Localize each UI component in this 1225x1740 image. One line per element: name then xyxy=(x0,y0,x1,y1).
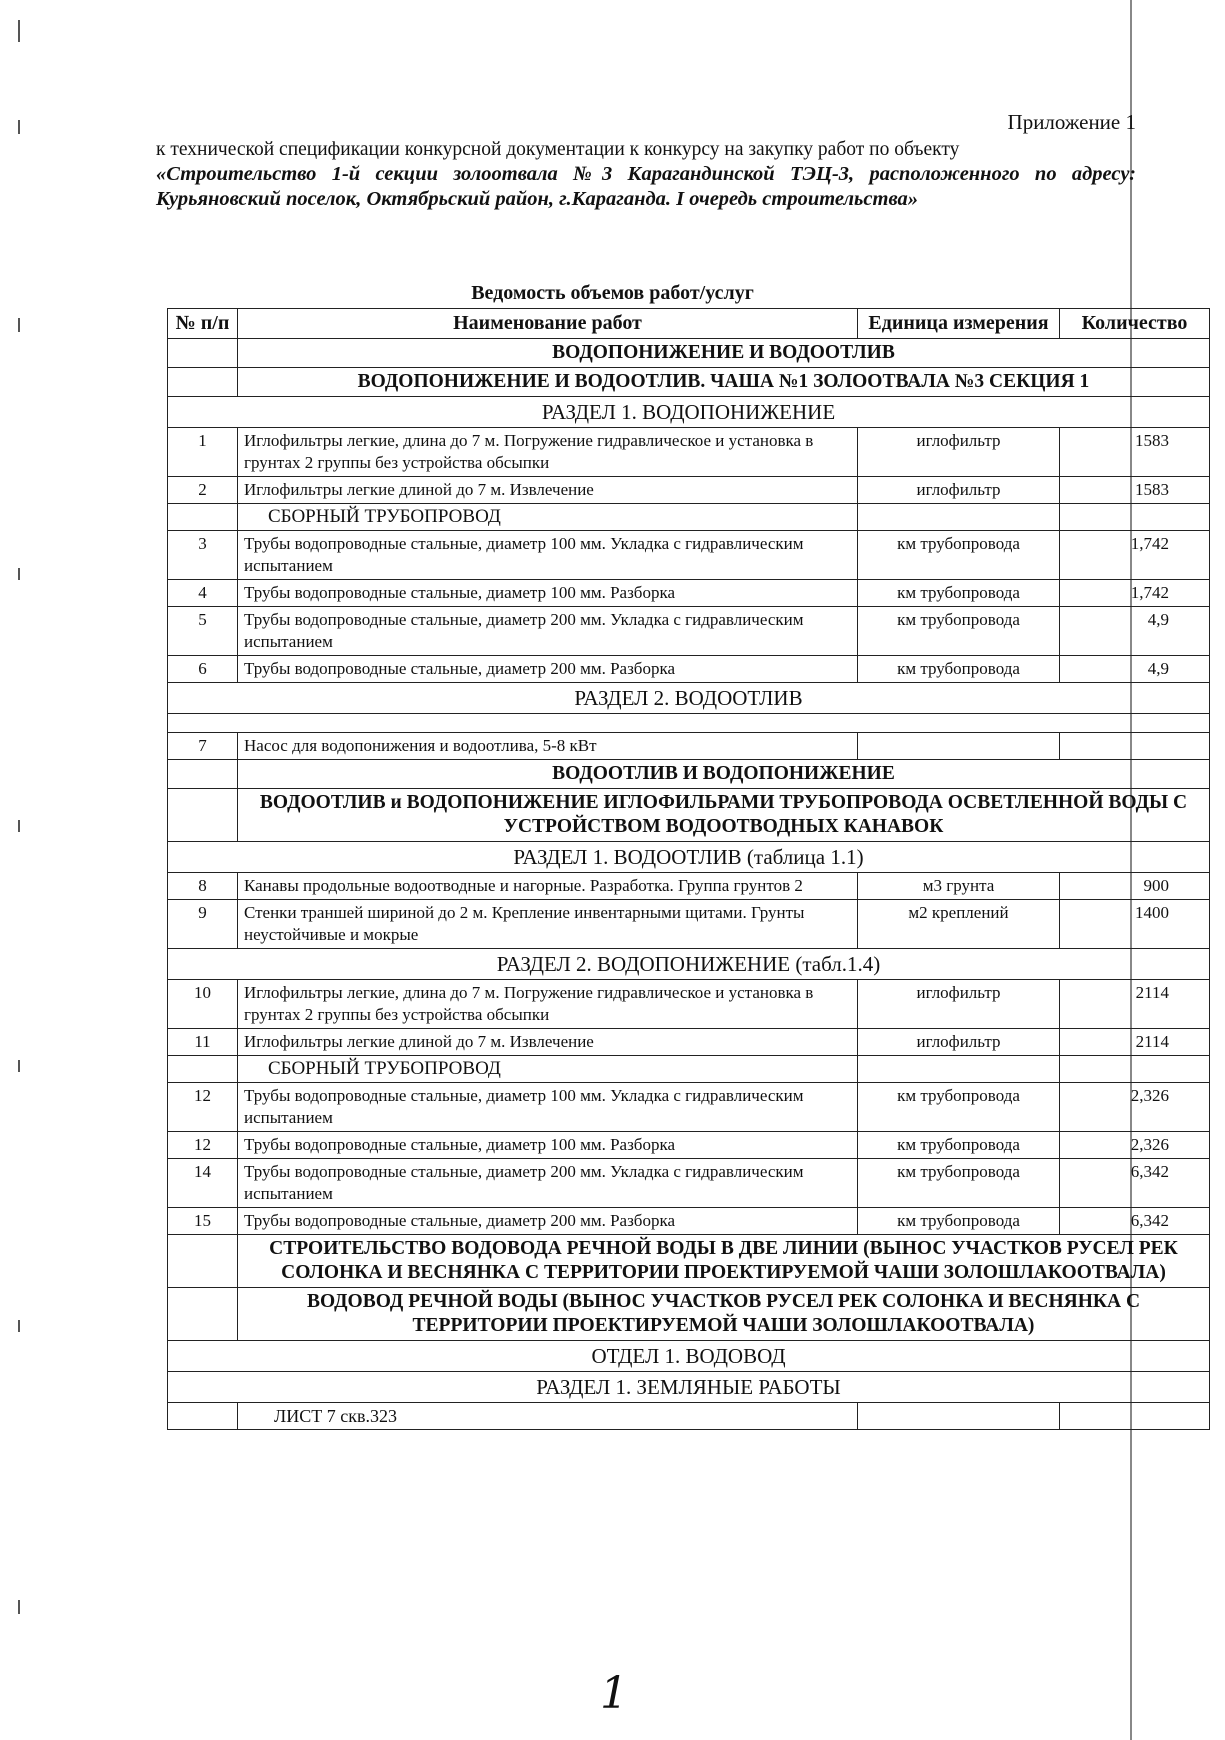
subheading: СБОРНЫЙ ТРУБОПРОВОД xyxy=(238,504,858,531)
section-row xyxy=(168,1341,1210,1372)
group-row xyxy=(168,789,1210,842)
binding-mark xyxy=(18,820,20,832)
row-qty: 1,742 xyxy=(1060,531,1210,580)
row-unit: км трубопровода xyxy=(858,607,1060,656)
binding-mark xyxy=(18,1600,20,1614)
row-qty: 4,9 xyxy=(1060,607,1210,656)
group-title: СТРОИТЕЛЬСТВО ВОДОВОДА РЕЧНОЙ ВОДЫ В ДВЕ ЛИНИИ (ВЫНОС УЧАСТКОВ РУСЕЛ РЕК СОЛОНКА И ВЕСНЯНКА С ТЕРРИТОРИИ ПРОЕКТИРУЕМОЙ ЧАШИ ЗОЛОШЛАКООТВАЛА) xyxy=(238,1235,1210,1288)
row-qty: 2,326 xyxy=(1060,1132,1210,1159)
row-unit: км трубопровода xyxy=(858,656,1060,683)
group-title: ВОДОВОД РЕЧНОЙ ВОДЫ (ВЫНОС УЧАСТКОВ РУСЕЛ РЕК СОЛОНКА И ВЕСНЯНКА С ТЕРРИТОРИИ ПРОЕКТИРУЕМОЙ ЧАШИ ЗОЛОШЛАКООТВАЛА) xyxy=(238,1288,1210,1341)
row-unit: км трубопровода xyxy=(858,1159,1060,1208)
table-row xyxy=(168,580,1210,607)
section-row xyxy=(168,842,1210,873)
group-row xyxy=(168,1235,1210,1288)
row-num: 9 xyxy=(168,900,238,949)
sheet-label: ЛИСТ 7 скв.323 xyxy=(238,1403,858,1430)
group-row xyxy=(168,760,1210,789)
row-unit: м2 креплений xyxy=(858,900,1060,949)
row-name: Иглофильтры легкие, длина до 7 м. Погружение гидравлическое и установка в грунтах 2 группы без устройства обсыпки xyxy=(238,428,858,477)
subheading-row xyxy=(168,1056,1210,1083)
table-row xyxy=(168,1159,1210,1208)
row-name: Трубы водопроводные стальные, диаметр 100 мм. Разборка xyxy=(238,580,858,607)
section-row xyxy=(168,1372,1210,1403)
spec-reference: к технической спецификации конкурсной документации к конкурсу на закупку работ по объекту xyxy=(156,139,960,160)
binding-mark xyxy=(18,20,20,42)
binding-mark xyxy=(18,318,20,332)
row-num: 12 xyxy=(168,1132,238,1159)
table-row xyxy=(168,1083,1210,1132)
row-qty: 4,9 xyxy=(1060,656,1210,683)
section-title: ОТДЕЛ 1. ВОДОВОД xyxy=(168,1341,1210,1372)
row-num: 5 xyxy=(168,607,238,656)
row-qty: 1400 xyxy=(1060,900,1210,949)
row-name: Трубы водопроводные стальные, диаметр 100 мм. Разборка xyxy=(238,1132,858,1159)
row-name: Трубы водопроводные стальные, диаметр 200 мм. Укладка с гидравлическим испытанием xyxy=(238,1159,858,1208)
subheading: СБОРНЫЙ ТРУБОПРОВОД xyxy=(238,1056,858,1083)
table-row xyxy=(168,1029,1210,1056)
row-name: Трубы водопроводные стальные, диаметр 200 мм. Укладка с гидравлическим испытанием xyxy=(238,607,858,656)
table-row xyxy=(168,1208,1210,1235)
row-name: Канавы продольные водоотводные и нагорные. Разработка. Группа грунтов 2 xyxy=(238,873,858,900)
table-row xyxy=(168,980,1210,1029)
row-qty: 6,342 xyxy=(1060,1159,1210,1208)
row-num: 7 xyxy=(168,733,238,760)
table-row xyxy=(168,900,1210,949)
row-name: Иглофильтры легкие длиной до 7 м. Извлечение xyxy=(238,477,858,504)
sheet-row xyxy=(168,1403,1210,1430)
col-header-num: № п/п xyxy=(168,309,238,339)
row-unit xyxy=(858,733,1060,760)
table-row xyxy=(168,873,1210,900)
group-row xyxy=(168,339,1210,368)
binding-mark xyxy=(18,568,20,580)
row-num: 4 xyxy=(168,580,238,607)
group-title: ВОДОПОНИЖЕНИЕ И ВОДООТЛИВ xyxy=(238,339,1210,368)
row-unit: м3 грунта xyxy=(858,873,1060,900)
group-title: ВОДООТЛИВ И ВОДОПОНИЖЕНИЕ xyxy=(238,760,1210,789)
document-header xyxy=(156,110,1136,212)
row-unit: иглофильтр xyxy=(858,1029,1060,1056)
row-qty: 2,326 xyxy=(1060,1083,1210,1132)
row-qty: 1,742 xyxy=(1060,580,1210,607)
section-row xyxy=(168,397,1210,428)
binding-mark xyxy=(18,120,20,134)
row-qty: 1583 xyxy=(1060,428,1210,477)
row-qty: 1583 xyxy=(1060,477,1210,504)
group-title: ВОДОПОНИЖЕНИЕ И ВОДООТЛИВ. ЧАША №1 ЗОЛООТВАЛА №3 СЕКЦИЯ 1 xyxy=(238,368,1210,397)
row-num: 12 xyxy=(168,1083,238,1132)
row-name: Стенки траншей шириной до 2 м. Крепление инвентарными щитами. Грунты неустойчивые и мокрые xyxy=(238,900,858,949)
col-header-unit: Единица измерения xyxy=(858,309,1060,339)
works-table xyxy=(167,308,1210,1430)
group-row xyxy=(168,368,1210,397)
section-title: РАЗДЕЛ 2. ВОДОПОНИЖЕНИЕ (табл.1.4) xyxy=(168,949,1210,980)
row-qty: 900 xyxy=(1060,873,1210,900)
row-name: Трубы водопроводные стальные, диаметр 200 мм. Разборка xyxy=(238,1208,858,1235)
section-row xyxy=(168,683,1210,714)
table-title: Ведомость объемов работ/услуг xyxy=(471,282,754,304)
table-row xyxy=(168,607,1210,656)
row-num: 10 xyxy=(168,980,238,1029)
appendix-label: Приложение 1 xyxy=(1007,110,1136,134)
binding-mark xyxy=(18,1060,20,1072)
empty-row xyxy=(168,714,1210,733)
section-title: РАЗДЕЛ 2. ВОДООТЛИВ xyxy=(168,683,1210,714)
group-row xyxy=(168,1288,1210,1341)
section-title: РАЗДЕЛ 1. ВОДООТЛИВ (таблица 1.1) xyxy=(168,842,1210,873)
row-name: Трубы водопроводные стальные, диаметр 200 мм. Разборка xyxy=(238,656,858,683)
row-unit: км трубопровода xyxy=(858,531,1060,580)
row-num: 6 xyxy=(168,656,238,683)
section-row xyxy=(168,949,1210,980)
col-header-qty: Количество xyxy=(1060,309,1210,339)
row-num: 8 xyxy=(168,873,238,900)
row-unit: иглофильтр xyxy=(858,477,1060,504)
col-header-name: Наименование работ xyxy=(238,309,858,339)
row-name: Насос для водопонижения и водоотлива, 5-8 кВт xyxy=(238,733,858,760)
row-name: Иглофильтры легкие, длина до 7 м. Погружение гидравлическое и установка в грунтах 2 группы без устройства обсыпки xyxy=(238,980,858,1029)
subheading-row xyxy=(168,504,1210,531)
project-title: «Строительство 1-й секции золоотвала №3 Карагандинской ТЭЦ-3, расположенного по адресу: Курьяновский поселок, Октябрьский район, г.Караганда. I очередь строительства» xyxy=(156,163,1136,210)
row-qty: 2114 xyxy=(1060,980,1210,1029)
row-unit: км трубопровода xyxy=(858,1208,1060,1235)
row-num: 1 xyxy=(168,428,238,477)
binding-mark xyxy=(18,1320,20,1332)
row-unit: км трубопровода xyxy=(858,580,1060,607)
group-title: ВОДООТЛИВ и ВОДОПОНИЖЕНИЕ ИГЛОФИЛЬРАМИ ТРУБОПРОВОДА ОСВЕТЛЕННОЙ ВОДЫ С УСТРОЙСТВОМ ВОДООТВОДНЫХ КАНАВОК xyxy=(238,789,1210,842)
table-row xyxy=(168,477,1210,504)
row-unit: иглофильтр xyxy=(858,980,1060,1029)
row-num: 2 xyxy=(168,477,238,504)
row-name: Иглофильтры легкие длиной до 7 м. Извлечение xyxy=(238,1029,858,1056)
table-row xyxy=(168,656,1210,683)
table-row xyxy=(168,733,1210,760)
row-num: 11 xyxy=(168,1029,238,1056)
row-num: 14 xyxy=(168,1159,238,1208)
row-qty xyxy=(1060,733,1210,760)
table-header-row xyxy=(168,309,1210,339)
section-title: РАЗДЕЛ 1. ЗЕМЛЯНЫЕ РАБОТЫ xyxy=(168,1372,1210,1403)
row-qty: 2114 xyxy=(1060,1029,1210,1056)
row-unit: км трубопровода xyxy=(858,1132,1060,1159)
row-name: Трубы водопроводные стальные, диаметр 100 мм. Укладка с гидравлическим испытанием xyxy=(238,531,858,580)
table-row xyxy=(168,1132,1210,1159)
row-qty: 6,342 xyxy=(1060,1208,1210,1235)
row-name: Трубы водопроводные стальные, диаметр 100 мм. Укладка с гидравлическим испытанием xyxy=(238,1083,858,1132)
row-unit: км трубопровода xyxy=(858,1083,1060,1132)
table-row xyxy=(168,428,1210,477)
section-title: РАЗДЕЛ 1. ВОДОПОНИЖЕНИЕ xyxy=(168,397,1210,428)
table-row xyxy=(168,531,1210,580)
page-number: 1 xyxy=(600,1668,628,1719)
row-num: 15 xyxy=(168,1208,238,1235)
row-unit: иглофильтр xyxy=(858,428,1060,477)
row-num: 3 xyxy=(168,531,238,580)
